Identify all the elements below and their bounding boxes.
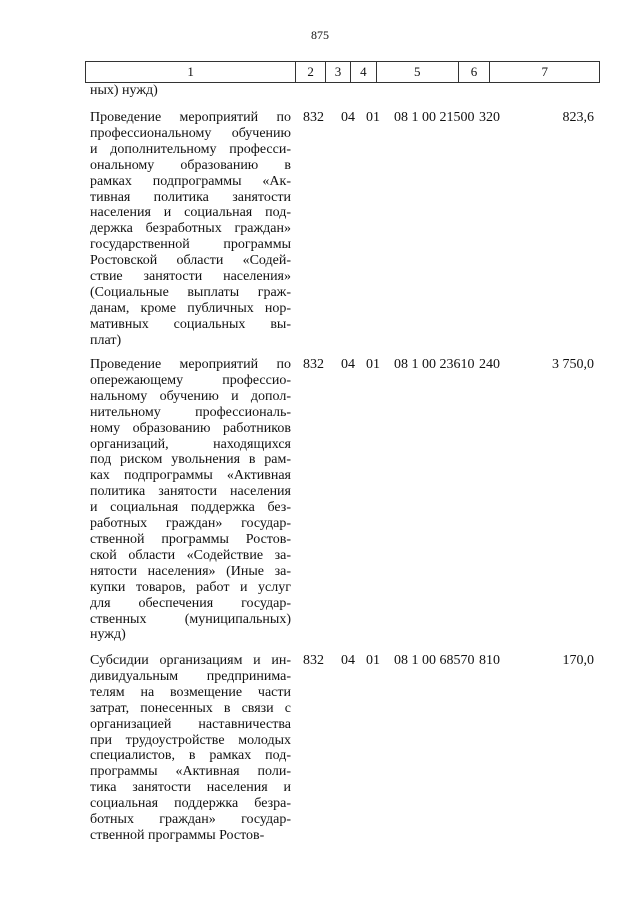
- description-line: политика занятости населения: [90, 484, 291, 500]
- description-line: телям на возмещение части: [90, 684, 291, 700]
- description-line: тика занятости населения и: [90, 780, 291, 796]
- description-line: нятости населения» (Иные за-: [90, 563, 291, 579]
- cell-col-6: 240: [479, 357, 500, 372]
- continuation-text: ных) нужд): [90, 83, 158, 98]
- cell-col-7: 823,6: [562, 110, 594, 125]
- cell-col-2: 832: [303, 653, 324, 668]
- description-line: мативных социальных вы-: [90, 316, 291, 332]
- cell-col-5: 08 1 00 21500: [394, 110, 475, 125]
- description-line: ственных (муниципальных): [90, 611, 291, 627]
- header-col-2: 2: [296, 62, 326, 82]
- description-line: ской области «Содействие за-: [90, 547, 291, 563]
- header-col-6: 6: [459, 62, 491, 82]
- description-line: держка безработных граждан»: [90, 221, 291, 237]
- description-line: под риском увольнения в рам-: [90, 452, 291, 468]
- cell-col-4: 01: [366, 110, 380, 125]
- description-line: Субсидии организациям и ин-: [90, 653, 291, 668]
- description-line: государственной программы: [90, 237, 291, 253]
- description-line: купки товаров, работ и услуг: [90, 579, 291, 595]
- description-line: нительному профессиональ-: [90, 404, 291, 420]
- description-line: данам, кроме публичных нор-: [90, 300, 291, 316]
- cell-col-7: 170,0: [562, 653, 594, 668]
- description-line: организаций, находящихся: [90, 436, 291, 452]
- header-col-5: 5: [377, 62, 459, 82]
- description-line: нужд): [90, 627, 126, 643]
- cell-col-5: 08 1 00 68570: [394, 653, 475, 668]
- description-line: ному образованию работников: [90, 420, 291, 436]
- cell-col-3: 04: [341, 110, 355, 125]
- description-line: ках подпрограммы «Активная: [90, 468, 291, 484]
- description-line: при трудоустройстве молодых: [90, 732, 291, 748]
- description-line: профессиональному обучению: [90, 125, 291, 141]
- row-description: [90, 357, 291, 643]
- description-line: затрат, понесенных в связи с: [90, 700, 291, 716]
- description-line: Проведение мероприятий по: [90, 110, 291, 125]
- cell-col-2: 832: [303, 110, 324, 125]
- description-line: ственной программы Ростов-: [90, 531, 291, 547]
- description-line: организацией наставничества: [90, 716, 291, 732]
- description-line: социальная поддержка безра-: [90, 796, 291, 812]
- description-line: программы «Активная поли-: [90, 764, 291, 780]
- header-col-3: 3: [326, 62, 351, 82]
- cell-col-6: 320: [479, 110, 500, 125]
- description-line: ональному образованию в: [90, 157, 291, 173]
- cell-col-7: 3 750,0: [552, 357, 594, 372]
- cell-col-5: 08 1 00 23610: [394, 357, 475, 372]
- page-number: 875: [311, 28, 329, 42]
- description-line: тивная политика занятости: [90, 189, 291, 205]
- description-line: нальному обучению и допол-: [90, 388, 291, 404]
- description-line: ботных граждан» государ-: [90, 812, 291, 828]
- description-line: работных граждан» государ-: [90, 516, 291, 532]
- table-header: [85, 61, 600, 83]
- description-line: дивидуальным предпринима-: [90, 668, 291, 684]
- header-col-4: 4: [351, 62, 377, 82]
- cell-col-3: 04: [341, 653, 355, 668]
- cell-col-4: 01: [366, 653, 380, 668]
- description-line: населения и социальная под-: [90, 205, 291, 221]
- cell-col-6: 810: [479, 653, 500, 668]
- row-description: [90, 110, 291, 349]
- description-line: Проведение мероприятий по: [90, 357, 291, 372]
- description-line: и дополнительному професси-: [90, 141, 291, 157]
- description-line: Ростовской области «Содей-: [90, 253, 291, 269]
- description-line: ственной программы Ростов-: [90, 827, 265, 843]
- header-col-1: 1: [86, 62, 296, 82]
- description-line: рамках подпрограммы «Ак-: [90, 173, 291, 189]
- cell-col-2: 832: [303, 357, 324, 372]
- cell-col-3: 04: [341, 357, 355, 372]
- cell-col-4: 01: [366, 357, 380, 372]
- description-line: опережающему профессио-: [90, 372, 291, 388]
- description-line: специалистов, в рамках под-: [90, 748, 291, 764]
- description-line: и социальная поддержка без-: [90, 500, 291, 516]
- description-line: (Социальные выплаты граж-: [90, 284, 291, 300]
- header-col-7: 7: [541, 64, 548, 79]
- description-line: для обеспечения государ-: [90, 595, 291, 611]
- description-line: ствие занятости населения»: [90, 269, 291, 285]
- description-line: плат): [90, 332, 122, 348]
- row-description: [90, 653, 291, 844]
